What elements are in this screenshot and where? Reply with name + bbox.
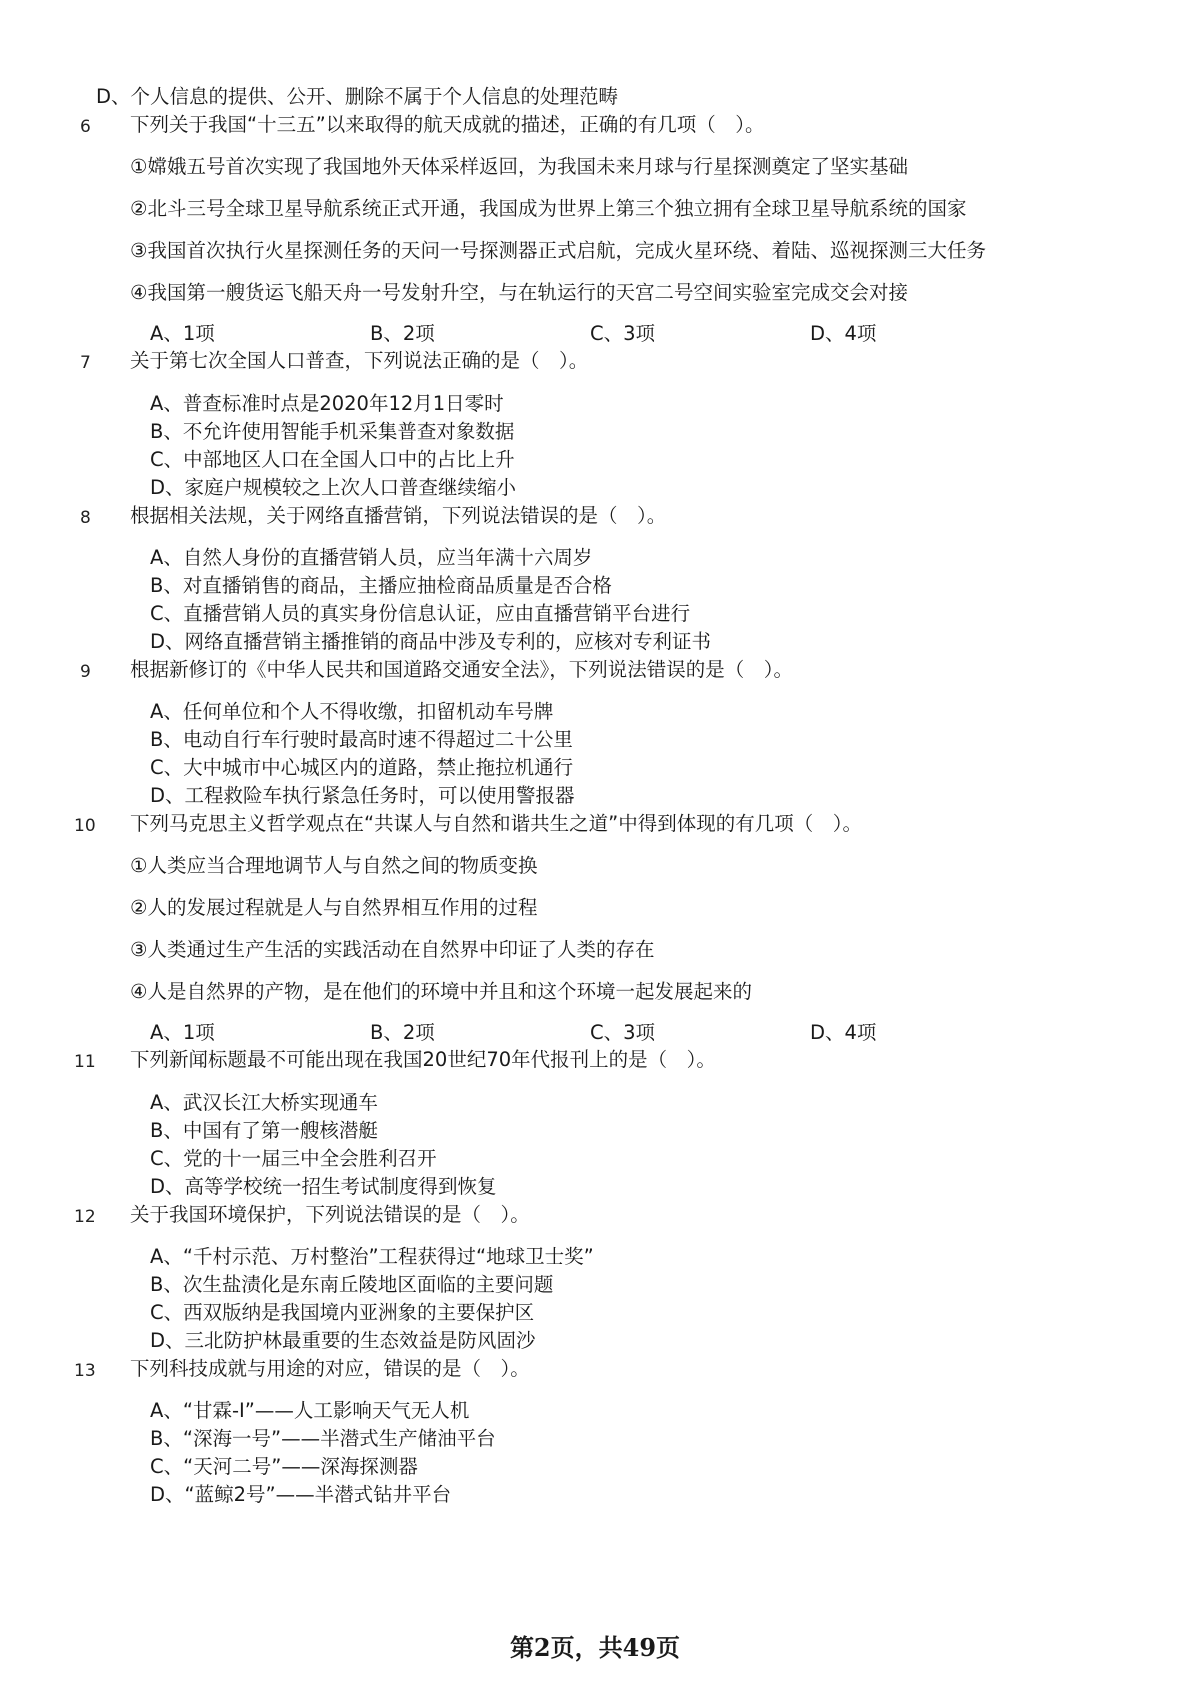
option-a: A、1项 [150,322,215,345]
question-stem: 下列新闻标题最不可能出现在我国20世纪70年代报刊上的是（ ）。 [130,1048,716,1071]
option-c: C、3项 [590,322,656,345]
option-a: A、自然人身份的直播营销人员，应当年满十六周岁 [150,546,593,569]
option-c: C、3项 [590,1021,656,1044]
question-number: 12 [74,1207,96,1227]
option-b: B、2项 [370,1021,435,1044]
question-number: 7 [80,353,91,373]
statement: ②北斗三号全球卫星导航系统正式开通，我国成为世界上第三个独立拥有全球卫星导航系统的国家 [130,197,967,220]
option-c: C、“天河二号”——深海探测器 [150,1455,418,1478]
option-b: B、次生盐渍化是东南丘陵地区面临的主要问题 [150,1273,554,1296]
question-number: 10 [74,816,96,836]
option-a: A、普查标准时点是2020年12月1日零时 [150,392,504,415]
question-stem: 下列马克思主义哲学观点在“共谋人与自然和谐共生之道”中得到体现的有几项（ ）。 [130,812,862,835]
option-a: A、1项 [150,1021,215,1044]
option-a: A、“甘霖-Ⅰ”——人工影响天气无人机 [150,1399,470,1422]
option-d: D、三北防护林最重要的生态效益是防风固沙 [150,1329,536,1352]
question-stem: 根据相关法规，关于网络直播营销，下列说法错误的是（ ）。 [130,504,667,527]
option-a: A、武汉长江大桥实现通车 [150,1091,378,1114]
statement: ④人是自然界的产物，是在他们的环境中并且和这个环境一起发展起来的 [130,980,752,1003]
question-number: 6 [80,117,91,137]
option-d: D、家庭户规模较之上次人口普查继续缩小 [150,476,517,499]
prev-option-d: D、个人信息的提供、公开、删除不属于个人信息的处理范畴 [96,85,619,108]
option-b: B、“深海一号”——半潜式生产储油平台 [150,1427,496,1450]
option-d: D、4项 [810,1021,877,1044]
page-footer: 第2页，共49页 [509,1633,681,1662]
statement: ①人类应当合理地调节人与自然之间的物质变换 [130,854,538,877]
option-b: B、中国有了第一艘核潜艇 [150,1119,378,1142]
option-b: B、对直播销售的商品，主播应抽检商品质量是否合格 [150,574,612,597]
option-d: D、4项 [810,322,877,345]
question-stem: 关于第七次全国人口普查，下列说法正确的是（ ）。 [130,349,589,372]
option-c: C、大中城市中心城区内的道路，禁止拖拉机通行 [150,756,574,779]
question-number: 13 [74,1361,96,1381]
question-stem: 根据新修订的《中华人民共和国道路交通安全法》，下列说法错误的是（ ）。 [130,658,794,681]
option-c: C、党的十一届三中全会胜利召开 [150,1147,437,1170]
question-number: 8 [80,508,91,528]
option-d: D、高等学校统一招生考试制度得到恢复 [150,1175,497,1198]
option-d: D、“蓝鲸2号”——半潜式钻井平台 [150,1483,452,1506]
statement: ①嫦娥五号首次实现了我国地外天体采样返回，为我国未来月球与行星探测奠定了坚实基础 [130,155,908,178]
option-c: C、中部地区人口在全国人口中的占比上升 [150,448,515,471]
question-number: 11 [74,1052,96,1072]
question-stem: 关于我国环境保护，下列说法错误的是（ ）。 [130,1203,530,1226]
statement: ③我国首次执行火星探测任务的天问一号探测器正式启航，完成火星环绕、着陆、巡视探测三大任务 [130,239,986,262]
option-c: C、西双版纳是我国境内亚洲象的主要保护区 [150,1301,535,1324]
statement: ④我国第一艘货运飞船天舟一号发射升空，与在轨运行的天宫二号空间实验室完成交会对接 [130,281,908,304]
option-a: A、任何单位和个人不得收缴，扣留机动车号牌 [150,700,554,723]
statement: ②人的发展过程就是人与自然界相互作用的过程 [130,896,538,919]
option-b: B、2项 [370,322,435,345]
option-b: B、电动自行车行驶时最高时速不得超过二十公里 [150,728,573,751]
option-b: B、不允许使用智能手机采集普查对象数据 [150,420,515,443]
option-d: D、工程救险车执行紧急任务时，可以使用警报器 [150,784,575,807]
statement: ③人类通过生产生活的实践活动在自然界中印证了人类的存在 [130,938,655,961]
question-number: 9 [80,662,91,682]
option-a: A、“千村示范、万村整治”工程获得过“地球卫士奖” [150,1245,594,1268]
option-d: D、网络直播营销主播推销的商品中涉及专利的，应核对专利证书 [150,630,712,653]
option-c: C、直播营销人员的真实身份信息认证，应由直播营销平台进行 [150,602,691,625]
question-stem: 下列关于我国“十三五”以来取得的航天成就的描述，正确的有几项（ ）。 [130,113,765,136]
question-stem: 下列科技成就与用途的对应，错误的是（ ）。 [130,1357,530,1380]
